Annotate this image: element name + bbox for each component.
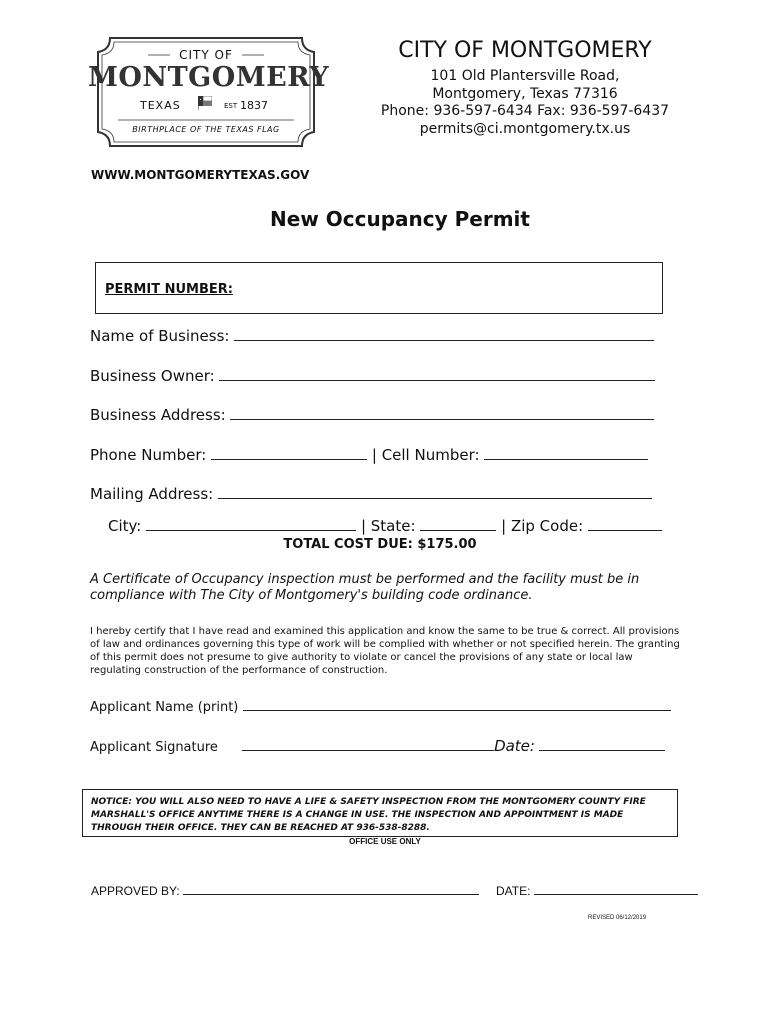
- cell-number-label: Cell Number:: [381, 446, 480, 464]
- business-owner-row: [90, 366, 655, 385]
- business-name-field[interactable]: [234, 326, 654, 341]
- separator: |: [360, 517, 366, 535]
- business-owner-field[interactable]: [219, 366, 655, 381]
- state-label: State:: [370, 517, 416, 535]
- date-field[interactable]: [539, 738, 665, 751]
- city-field[interactable]: [146, 516, 356, 531]
- phone-number-field[interactable]: [211, 445, 367, 460]
- logo-tagline: BIRTHPLACE OF THE TEXAS FLAG: [132, 125, 280, 134]
- notice-text: NOTICE: YOU WILL ALSO NEED TO HAVE A LIFE & SAFETY INSPECTION FROM THE MONTGOMERY COUNTY FIRE MARSHALL'S OFFICE ANYTIME THERE IS A CHANGE IN USE. THE INSPECTION AND APPOINTMENT IS MADE THROUGH THEIR OFFICE. THEY CAN BE REACHED AT 936-538-8288.: [91, 797, 646, 833]
- certification-text: I hereby certify that I have read and examined this application and know the same to be true & correct. All provisions of law and ordinances governing this type of work will be complied with whether or not specified herein. The granting of this permit does not presume to give authority to violate or cancel the provisions of any state or local law regulating construction of the performance of construction.: [90, 626, 680, 676]
- header-title: CITY OF MONTGOMERY: [398, 38, 652, 63]
- business-address-row: [90, 405, 654, 424]
- business-name-label: Name of Business:: [90, 327, 230, 345]
- mailing-address-field[interactable]: [218, 484, 652, 499]
- mailing-address-label: Mailing Address:: [90, 485, 214, 503]
- permit-number-label: PERMIT NUMBER:: [105, 282, 233, 297]
- office-date-row: [496, 884, 698, 898]
- texas-flag-icon: [198, 96, 212, 110]
- certificate-note: A Certificate of Occupancy inspection must be performed and the facility must be in compliance with The City of Montgomery's building code ordinance.: [90, 572, 640, 603]
- separator: |: [501, 517, 507, 535]
- city-label: City:: [108, 517, 142, 535]
- website-link[interactable]: WWW.MONTGOMERYTEXAS.GOV: [91, 168, 310, 182]
- state-field[interactable]: [420, 516, 496, 531]
- approved-by-label: APPROVED BY:: [91, 884, 180, 898]
- total-cost: TOTAL COST DUE: $175.00: [283, 537, 477, 552]
- business-owner-label: Business Owner:: [90, 367, 215, 385]
- header-phone-fax: Phone: 936-597-6434 Fax: 936-597-6437: [380, 103, 670, 119]
- city-logo: [88, 36, 330, 148]
- header-address-line2: Montgomery, Texas 77316: [432, 86, 618, 102]
- business-name-row: [90, 326, 654, 345]
- approved-by-field[interactable]: [183, 884, 479, 895]
- approved-by-row: [91, 884, 479, 898]
- business-address-label: Business Address:: [90, 406, 226, 424]
- applicant-signature-field[interactable]: [242, 738, 494, 751]
- form-title: New Occupancy Permit: [270, 207, 530, 231]
- separator: |: [371, 446, 377, 464]
- applicant-name-field[interactable]: [243, 698, 671, 711]
- applicant-name-label: Applicant Name (print): [90, 700, 239, 715]
- applicant-name-row: [90, 698, 671, 715]
- mailing-address-row: [90, 484, 652, 503]
- logo-texas: TEXAS: [140, 99, 181, 112]
- office-date-label: DATE:: [496, 884, 531, 898]
- date-label: Date:: [494, 737, 535, 755]
- applicant-signature-row: [90, 737, 665, 755]
- zip-field[interactable]: [588, 516, 662, 531]
- zip-label: Zip Code:: [510, 517, 584, 535]
- header-address-line1: 101 Old Plantersville Road,: [430, 68, 620, 84]
- logo-city-name: MONTGOMERY: [88, 62, 330, 93]
- office-use-heading: OFFICE USE ONLY: [349, 837, 421, 846]
- header-email[interactable]: permits@ci.montgomery.tx.us: [419, 121, 631, 137]
- logo-year: 1837: [240, 99, 268, 112]
- logo-city-of: CITY OF: [179, 48, 233, 62]
- office-date-field[interactable]: [534, 884, 698, 895]
- cell-number-field[interactable]: [484, 445, 648, 460]
- business-address-field[interactable]: [230, 405, 654, 420]
- logo-est: EST: [224, 102, 238, 110]
- phone-number-label: Phone Number:: [90, 446, 207, 464]
- city-state-zip-row: [108, 516, 662, 535]
- revised-date: REVISED 06/12/2019: [588, 915, 647, 921]
- applicant-signature-label: Applicant Signature: [90, 740, 218, 755]
- phone-row: [90, 445, 648, 464]
